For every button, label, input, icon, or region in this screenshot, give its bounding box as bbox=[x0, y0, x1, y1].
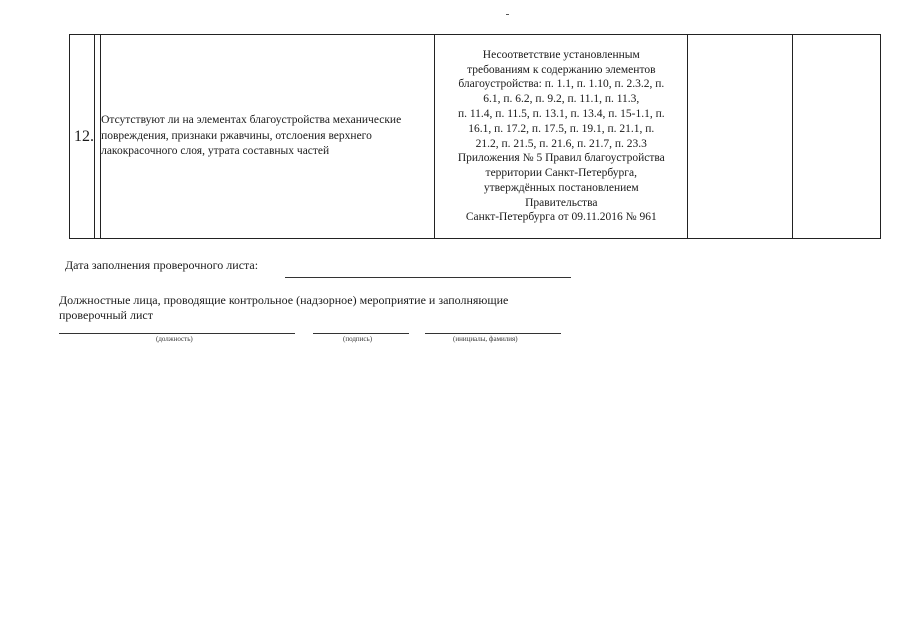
position-field[interactable] bbox=[59, 333, 295, 334]
question-cell bbox=[101, 35, 435, 239]
officials-text: Должностные лица, проводящие контрольное (надзорное) мероприятие и заполняющие проверочный лист bbox=[59, 293, 509, 322]
scan-artifact-mark bbox=[506, 14, 509, 15]
table-row bbox=[70, 35, 881, 239]
row-number: 12. bbox=[74, 127, 94, 145]
name-caption: (инициалы, фамилия) bbox=[453, 335, 518, 343]
requirement-line: Правительства bbox=[525, 196, 598, 209]
requirement-line: территории Санкт-Петербурга, bbox=[485, 167, 638, 180]
row-number-cell bbox=[70, 35, 95, 239]
answer-cell-1[interactable] bbox=[688, 35, 792, 239]
requirement-line: Санкт-Петербурга от 09.11.2016 № 961 bbox=[465, 211, 657, 224]
position-caption: (должность) bbox=[156, 335, 193, 343]
requirement-line: Несоответствие установленным bbox=[482, 48, 640, 61]
requirement-cell bbox=[435, 35, 688, 239]
checklist-table bbox=[69, 34, 881, 239]
fill-date-field[interactable] bbox=[285, 277, 571, 278]
signature-field[interactable] bbox=[313, 333, 409, 334]
question-text: Отсутствуют ли на элементах благоустройства механические повреждения, признаки ржавчины, отслоения верхнего лакокрасочного слоя, утрата составных частей bbox=[101, 114, 402, 158]
requirement-line: 16.1, п. 17.2, п. 17.5, п. 19.1, п. 21.1, п. bbox=[468, 122, 655, 135]
requirement-line: Приложения № 5 Правил благоустройства bbox=[457, 152, 665, 165]
requirement-line: 6.1, п. 6.2, п. 9.2, п. 11.1, п. 11.3, bbox=[483, 93, 640, 106]
signature-caption: (подпись) bbox=[343, 335, 373, 343]
requirement-line: 21.2, п. 21.5, п. 21.6, п. 21.7, п. 23.3 bbox=[475, 137, 647, 150]
fill-date-label: Дата заполнения проверочного листа: bbox=[65, 258, 259, 272]
requirement-line: благоустройства: п. 1.1, п. 1.10, п. 2.3.2, п. bbox=[458, 78, 665, 91]
requirement-line: утверждённых постановлением bbox=[483, 181, 639, 194]
answer-cell-2[interactable] bbox=[792, 35, 880, 239]
requirement-line: п. 11.4, п. 11.5, п. 13.1, п. 13.4, п. 15-1.1, п. bbox=[457, 107, 665, 120]
name-field[interactable] bbox=[425, 333, 561, 334]
requirement-text bbox=[435, 48, 687, 226]
requirement-line: требованиям к содержанию элементов bbox=[467, 63, 656, 76]
